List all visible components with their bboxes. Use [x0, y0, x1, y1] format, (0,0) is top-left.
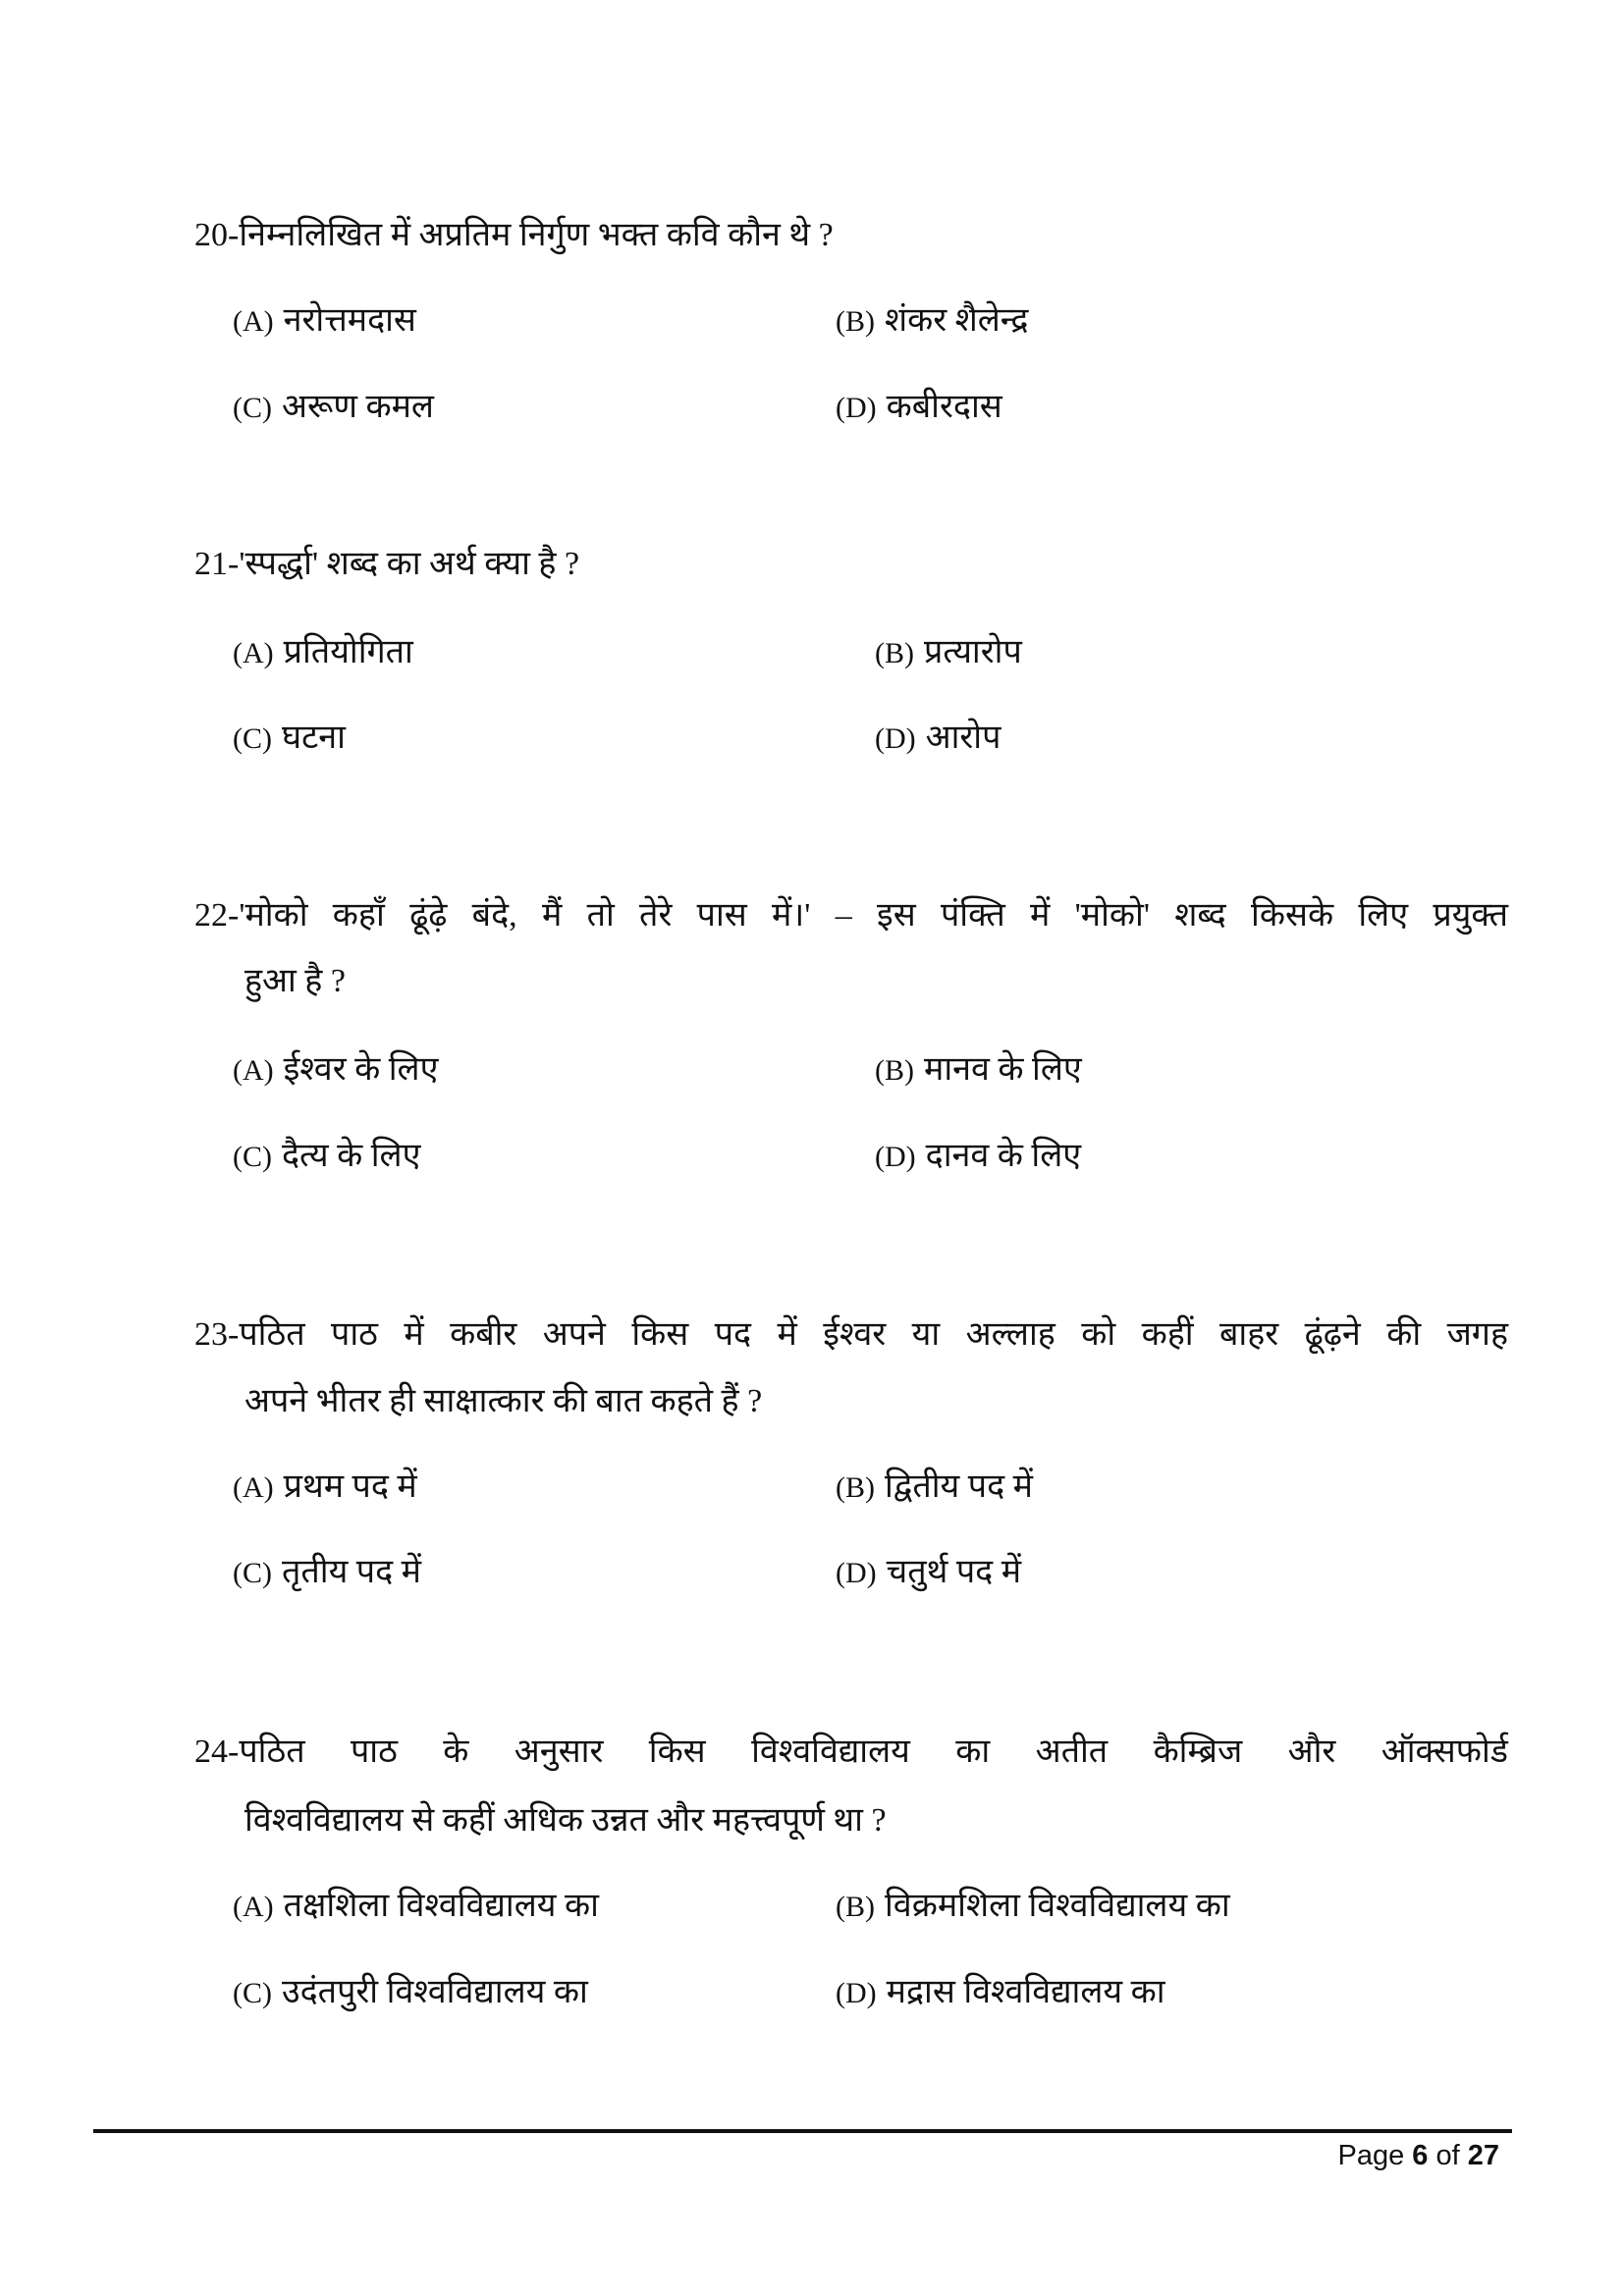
question-text-continued — [244, 1801, 887, 1841]
option-label: (C) — [233, 1557, 272, 1589]
answer-option — [233, 301, 416, 342]
option-label: (C) — [233, 1141, 272, 1173]
question-text-continued — [244, 962, 346, 1001]
option-label: (B) — [875, 637, 914, 669]
answer-option — [875, 719, 1001, 759]
question-line: विश्वविद्यालय से कहीं अधिक उन्नत और महत्त्वपूर्ण था ? — [244, 1802, 887, 1839]
answer-option — [233, 1050, 438, 1091]
option-label: (D) — [836, 392, 877, 424]
question-text — [194, 1733, 1508, 1772]
answer-option — [233, 388, 434, 428]
option-text: कबीरदास — [886, 389, 1002, 425]
option-label: (B) — [836, 1471, 875, 1504]
option-text: ईश्वर के लिए — [283, 1051, 439, 1088]
option-text: तक्षशिला विश्वविद्यालय का — [283, 1888, 599, 1924]
answer-option — [836, 1887, 1230, 1927]
question-number: 24- — [194, 1734, 240, 1770]
question-line: निम्नलिखित में अप्रतिम निर्गुण भक्त कवि कौन थे ? — [239, 217, 834, 253]
option-text: उदंतपुरी विश्वविद्यालय का — [282, 1974, 588, 2010]
option-text: विक्रमशिला विश्वविद्यालय का — [885, 1888, 1230, 1924]
option-text: मद्रास विश्वविद्यालय का — [886, 1974, 1165, 2010]
option-text: द्वितीय पद में — [885, 1468, 1033, 1505]
option-label: (D) — [875, 1141, 916, 1173]
question-number: 20- — [194, 217, 240, 253]
option-text: तृतीय पद में — [282, 1554, 421, 1590]
answer-option — [836, 1553, 1021, 1593]
question-line: 'मोको कहाँ ढूंढ़े बंदे, मैं तो तेरे पास में।' – इस पंक्ति में 'मोको' शब्द किसके लिए प्रयुक्त — [239, 897, 1508, 934]
answer-option — [836, 301, 1028, 342]
option-label: (D) — [836, 1557, 877, 1589]
option-text: प्रथम पद में — [283, 1468, 417, 1505]
option-label: (C) — [233, 1977, 272, 2009]
answer-option — [836, 388, 1002, 428]
answer-option — [875, 1137, 1081, 1177]
option-label: (A) — [233, 1891, 274, 1923]
answer-option — [233, 1137, 420, 1177]
answer-option — [875, 1050, 1082, 1091]
option-label: (B) — [836, 1891, 875, 1923]
option-label: (A) — [233, 305, 274, 338]
question-text — [194, 896, 1508, 935]
question-line: 'स्पर्द्धा' शब्द का अर्थ क्या है ? — [239, 546, 580, 582]
option-label: (C) — [233, 722, 272, 755]
answer-option — [836, 1468, 1033, 1508]
option-label: (A) — [233, 1054, 274, 1087]
question-text — [194, 545, 579, 584]
option-text: मानव के लिए — [924, 1051, 1082, 1088]
question-line: पठित पाठ में कबीर अपने किस पद में ईश्वर या अल्लाह को कहीं बाहर ढूंढ़ने की जगह — [239, 1316, 1508, 1353]
question-line: अपने भीतर ही साक्षात्कार की बात कहते हैं ? — [244, 1383, 763, 1419]
answer-option — [233, 633, 413, 673]
question-line: हुआ है ? — [244, 963, 346, 999]
question-number: 22- — [194, 897, 240, 934]
answer-option — [233, 1887, 599, 1927]
option-label: (A) — [233, 1471, 274, 1504]
question-text-continued — [244, 1382, 762, 1421]
option-text: आरोप — [925, 720, 1001, 756]
answer-option — [233, 1553, 421, 1593]
option-label: (C) — [233, 392, 272, 424]
question-text — [194, 216, 834, 255]
option-text: प्रतियोगिता — [283, 634, 413, 670]
answer-option — [233, 1973, 588, 2013]
option-text: नरोत्तमदास — [283, 302, 416, 339]
option-text: चतुर्थ पद में — [886, 1554, 1022, 1590]
answer-option — [875, 633, 1022, 673]
footer-divider — [93, 2129, 1512, 2133]
question-number: 21- — [194, 546, 240, 582]
page-number: Page 6 of 27 — [1337, 2140, 1499, 2171]
option-label: (A) — [233, 637, 274, 669]
option-label: (B) — [836, 305, 875, 338]
option-label: (D) — [875, 722, 916, 755]
option-text: घटना — [282, 720, 346, 756]
option-label: (B) — [875, 1054, 914, 1087]
option-text: दैत्य के लिए — [282, 1138, 421, 1174]
option-text: अरूण कमल — [282, 389, 434, 425]
option-text: प्रत्यारोप — [924, 634, 1022, 670]
answer-option — [233, 719, 346, 759]
question-text — [194, 1315, 1508, 1355]
question-line: पठित पाठ के अनुसार किस विश्वविद्यालय का अतीत कैम्ब्रिज और ऑक्सफोर्ड — [239, 1734, 1508, 1770]
answer-option — [836, 1973, 1165, 2013]
option-text: दानव के लिए — [925, 1138, 1082, 1174]
answer-option — [233, 1468, 417, 1508]
question-number: 23- — [194, 1316, 240, 1353]
option-label: (D) — [836, 1977, 877, 2009]
option-text: शंकर शैलेन्द्र — [885, 302, 1029, 339]
